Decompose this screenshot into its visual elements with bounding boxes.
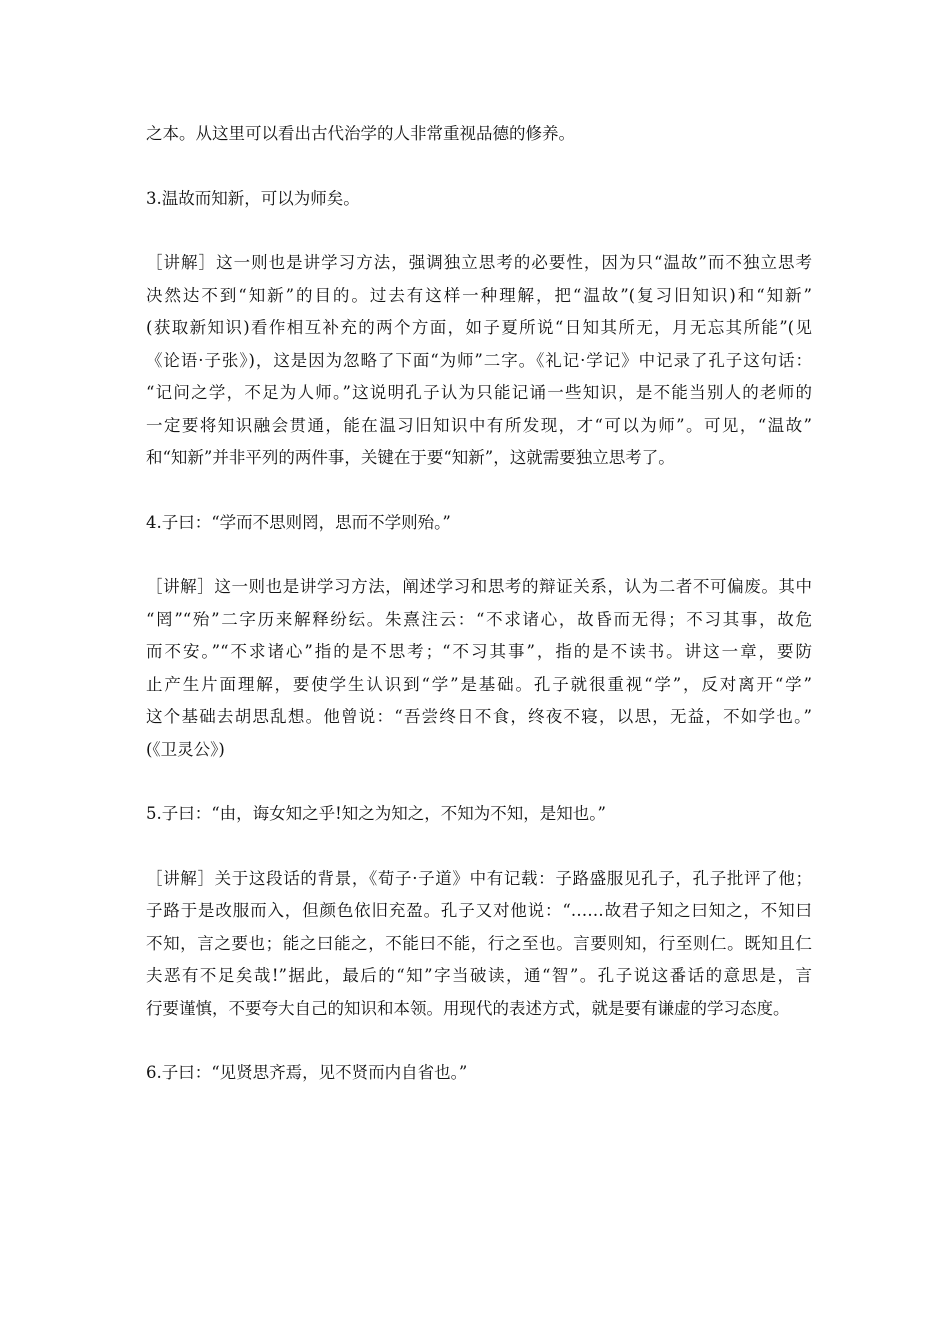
- text-line: ［讲解］这一则也是讲学习方法，阐述学习和思考的辩证关系，认为二者不可偏废。其中: [146, 577, 812, 596]
- text-line: 行要谨慎，不要夸大自己的知识和本领。用现代的表述方式，就是要有谦虚的学习态度。: [146, 998, 790, 1018]
- text-line: 这个基础去胡思乱想。他曾说：“吾尝终日不食，终夜不寝，以思，无益，不如学也。”: [146, 707, 812, 726]
- paragraph-gap: [146, 539, 812, 571]
- paragraph-gap: [146, 1025, 812, 1057]
- text-line: 和“知新”并非平列的两件事，关键在于要“知新”，这就需要独立思考了。: [146, 448, 675, 467]
- explanation-paragraph-5: [146, 863, 812, 1026]
- text-line: 夫恶有不足矣哉!”据此，最后的“知”字当破读，通“智”。孔子说这番话的意思是，言: [146, 966, 812, 985]
- text-line: 而不安。”“不求诸心”指的是不思考；“不习其事”，指的是不读书。讲这一章，要防: [146, 642, 812, 661]
- section-heading-3: 3.温故而知新，可以为师矣。: [146, 188, 360, 208]
- paragraph-gap: [146, 215, 812, 247]
- text-line: 之本。从这里可以看出古代治学的人非常重视品德的修养。: [146, 124, 575, 143]
- text-line: 止产生片面理解，要使学生认识到“学”是基础。孔子就很重视“学”，反对离开“学”: [146, 674, 812, 694]
- document-page: [146, 118, 812, 1090]
- explanation-paragraph-4: [146, 571, 812, 766]
- text-line: 子路于是改服而入，但颜色依旧充盈。孔子又对他说：“……故君子知之曰知之，不知曰: [146, 901, 812, 920]
- text-line: “记问之学，不足为人师。”这说明孔子认为只能记诵一些知识，是不能当别人的老师的: [146, 383, 812, 402]
- section-heading-6: 6.子曰：“见贤思齐焉，见不贤而内自省也。”: [146, 1063, 468, 1082]
- paragraph-gap: [146, 831, 812, 863]
- text-line: 不知，言之要也；能之曰能之，不能曰不能，行之至也。言要则知，行至则仁。既知且仁: [146, 933, 812, 953]
- text-line: 《论语·子张》)，这是因为忽略了下面“为师”二字。《礼记·学记》中记录了孔子这句话：: [146, 350, 812, 370]
- text-line: ［讲解］这一则也是讲学习方法，强调独立思考的必要性，因为只“温故”而不独立思考: [146, 253, 812, 272]
- explanation-paragraph-3: [146, 247, 812, 475]
- paragraph-gap: [146, 766, 812, 798]
- section-heading-4: 4.子曰：“学而不思则罔，思而不学则殆。”: [146, 512, 451, 532]
- text-line: (《卫灵公》): [146, 739, 225, 759]
- paragraph-gap: [146, 151, 812, 183]
- text-line: ［讲解］关于这段话的背景，《荀子·子道》中有记载：子路盛服见孔子，孔子批评了他；: [146, 868, 812, 888]
- text-line: (获取新知识)看作相互补充的两个方面，如子夏所说“日知其所无，月无忘其所能”(见: [146, 318, 812, 337]
- paragraph-virtue: [146, 118, 812, 151]
- text-line: “罔”“殆”二字历来解释纷纭。朱熹注云：“不求诸心，故昏而无得；不习其事，故危: [146, 609, 812, 629]
- paragraph-gap: [146, 475, 812, 507]
- text-line: 决然达不到“知新”的目的。过去有这样一种理解，把“温故”(复习旧知识)和“知新”: [146, 285, 812, 305]
- text-line: 一定要将知识融会贯通，能在温习旧知识中有所发现，才“可以为师”。可见，“温故”: [146, 415, 812, 435]
- section-heading-5: 5.子曰：“由，诲女知之乎!知之为知之，不知为不知，是知也。”: [146, 804, 606, 823]
